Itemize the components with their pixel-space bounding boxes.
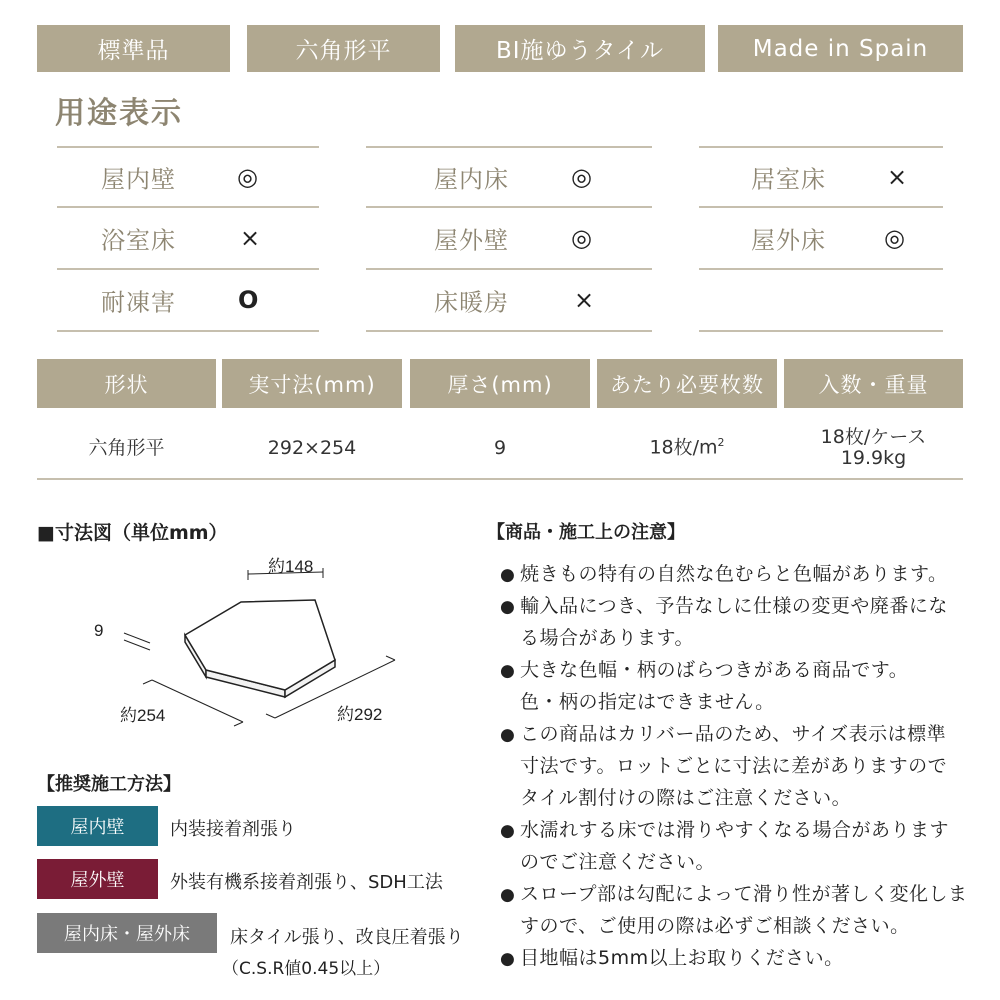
usage-label: 屋外壁: [434, 226, 509, 255]
usage-cell: [366, 146, 652, 208]
width-label: 約254: [120, 706, 166, 725]
usage-mark: ×: [887, 163, 908, 191]
thickness-label: 9: [94, 621, 104, 640]
usage-title: 用途表示: [55, 96, 183, 131]
recommend-desc-indoor-wall: 内装接着剤張り: [170, 819, 296, 840]
note-item: ● 水濡れする床では滑りやすくなる場合があります: [500, 819, 950, 841]
usage-label: 床暖房: [434, 288, 509, 317]
usage-label: 屋外床: [751, 226, 826, 255]
recommend-desc-floor-note: （C.S.R値0.45以上）: [222, 959, 391, 979]
usage-grid: [0, 0, 1000, 340]
recommend-desc-floor: 床タイル張り、改良圧着張り: [230, 927, 464, 948]
spec-row: [37, 418, 963, 480]
usage-mark: ◎: [571, 163, 592, 191]
length-label: 約292: [337, 705, 383, 724]
spec-header-size: 実寸法(mm): [222, 359, 402, 408]
note-item-cont: 色・柄の指定はできません。: [520, 691, 775, 713]
note-item-cont: る場合があります。: [520, 627, 694, 649]
usage-cell: [699, 146, 943, 208]
usage-mark: ◎: [884, 224, 905, 252]
usage-label: 居室床: [751, 165, 826, 194]
dimension-diagram: [80, 550, 420, 740]
usage-label: 屋内床: [434, 165, 509, 194]
usage-cell: [57, 270, 319, 332]
dimension-title: ■寸法図（単位mm）: [37, 522, 228, 544]
usage-mark: ×: [574, 286, 595, 314]
usage-mark: ◎: [237, 163, 258, 191]
recommend-label-floor: 屋内床・屋外床: [37, 913, 217, 953]
spec-thickness: 9: [493, 436, 507, 459]
note-item: ● 目地幅は5mm以上お取りください。: [500, 947, 844, 969]
note-item-cont: のでご注意ください。: [520, 851, 716, 873]
tag-glaze: BI施ゆうタイル: [455, 25, 705, 72]
usage-mark: ×: [240, 224, 261, 252]
recommend-label-indoor-wall: 屋内壁: [37, 806, 158, 846]
tag-origin: Made in Spain: [718, 25, 963, 72]
spec-pack-count: 18枚/ケース: [820, 426, 927, 449]
usage-label: 耐凍害: [101, 288, 176, 317]
spec-per-area: 18枚$/m^2$: [649, 436, 725, 459]
note-item: ● 輸入品につき、予告なしに仕様の変更や廃番にな: [500, 595, 948, 617]
usage-cell-empty: [699, 270, 943, 332]
hexagon-tile-drawing: [185, 600, 335, 697]
note-item-cont: タイル割付けの際はご注意ください。: [520, 787, 852, 809]
note-item-cont: 寸法です。ロットごとに寸法に差がありますので: [520, 755, 948, 777]
recommend-title: 【推奨施工方法】: [37, 774, 181, 795]
recommend-desc-outdoor-wall: 外装有機系接着剤張り、SDH工法: [170, 872, 443, 893]
recommend-label-outdoor-wall: 屋外壁: [37, 859, 158, 899]
usage-label: 浴室床: [101, 226, 176, 255]
usage-cell: [57, 146, 319, 208]
usage-cell: [366, 270, 652, 332]
note-item-cont: すので、ご使用の際は必ずご相談ください。: [520, 915, 910, 937]
tag-standard: 標準品: [37, 25, 230, 72]
thickness-ticks: [124, 633, 150, 650]
note-item: ● 大きな色幅・柄のばらつきがある商品です。: [500, 659, 909, 681]
usage-cell: [57, 208, 319, 270]
usage-mark: ◎: [571, 224, 592, 252]
spec-size: 292×254: [267, 436, 357, 459]
usage-mark: O: [238, 286, 259, 314]
notes-title: 【商品・施工上の注意】: [487, 522, 685, 543]
usage-cell: [699, 208, 943, 270]
side-label: 約148: [268, 557, 314, 576]
spec-header-thickness: 厚さ(mm): [410, 359, 590, 408]
note-item: ● 焼きもの特有の自然な色むらと色幅があります。: [500, 563, 948, 585]
spec-header-shape: 形状: [37, 359, 216, 408]
usage-cell: [366, 208, 652, 270]
spec-header-per-area: あたり必要枚数: [597, 359, 777, 408]
note-item: ● この商品はカリバー品のため、サイズ表示は標準: [500, 723, 947, 745]
tag-shape: 六角形平: [247, 25, 440, 72]
note-item: ● スロープ部は勾配によって滑り性が著しく変化しま: [500, 883, 968, 905]
spec-pack: [784, 418, 963, 478]
spec-pack-weight: 19.9kg: [840, 447, 907, 469]
spec-header-pack: 入数・重量: [784, 359, 963, 408]
usage-label: 屋内壁: [101, 165, 176, 194]
spec-shape: 六角形平: [88, 436, 165, 459]
